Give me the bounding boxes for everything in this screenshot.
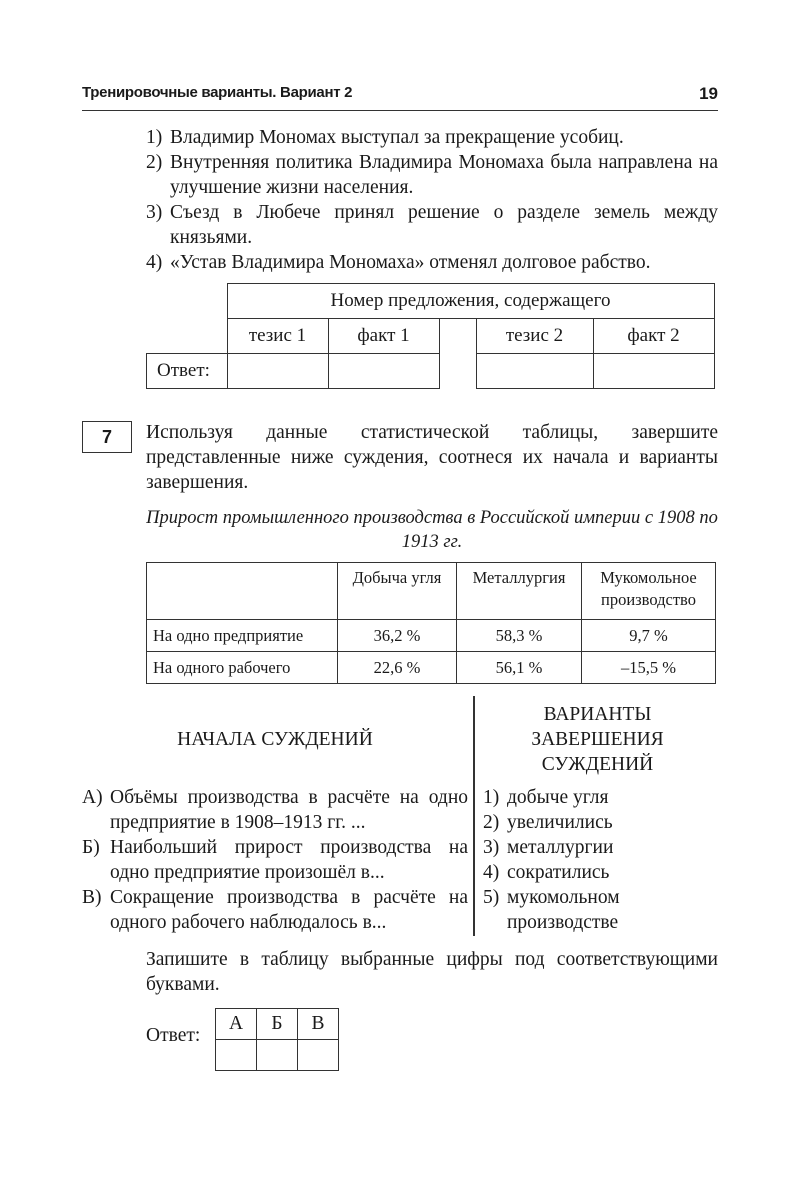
statement-item: 3) Съезд в Любече принял решение о разделе земель между князьями.	[146, 202, 718, 248]
answer-cell-v[interactable]	[298, 1040, 339, 1071]
answer-instruction: Запишите в таблицу выбранные цифры под соответствующими буквами.	[146, 949, 718, 995]
answer-cell-fact-1[interactable]	[328, 354, 439, 389]
col-thesis-1: тезис 1	[227, 319, 328, 354]
ending-item: 2) увеличились	[483, 812, 613, 833]
question-number-box: 7	[82, 421, 132, 453]
ending-item: 3) металлургии	[483, 837, 614, 858]
ending-item: 1) добыче угля	[483, 787, 609, 808]
answer-cell-a[interactable]	[216, 1040, 257, 1071]
q7-prompt: Используя данные статистической таблицы, завершите представленные ниже суждения, соотнеся их начала и варианты завершения.	[146, 422, 718, 493]
q6-answer-table	[146, 283, 715, 389]
running-header	[82, 84, 718, 111]
beginning-item: Б) Наибольший прирост производства на одно предприятие произошёл в...	[82, 837, 468, 883]
col-coal: Добыча угля	[338, 563, 457, 620]
ending-item: 5) мукомольном производстве	[483, 887, 620, 933]
beginnings-header: НАЧАЛА СУЖДЕНИЙ	[177, 729, 373, 750]
statement-item: 4) «Устав Владимира Мономаха» отменял долговое рабство.	[146, 252, 651, 273]
beginnings-list	[82, 785, 468, 935]
answer-cell-fact-2[interactable]	[593, 354, 714, 389]
col-thesis-2: тезис 2	[476, 319, 593, 354]
table-row: На одного рабочего 22,6 % 56,1 % –15,5 %	[147, 652, 716, 684]
answer-col-a: А	[216, 1009, 257, 1040]
beginning-item: В) Сокращение производства в расчёте на одного рабочего наблюдалось в...	[82, 887, 468, 933]
answer-table-caption: Номер предложения, содержащего	[227, 284, 714, 319]
column-divider	[473, 696, 475, 936]
col-metallurgy: Металлургия	[457, 563, 582, 620]
stat-table-header	[147, 563, 716, 620]
q7-answer-label: Ответ:	[146, 1025, 201, 1046]
statement-item: 1) Владимир Мономах выступал за прекращение усобиц.	[146, 127, 624, 148]
answer-label: Ответ:	[147, 354, 228, 389]
q7-answer-table	[215, 1008, 339, 1071]
answer-col-v: В	[298, 1009, 339, 1040]
running-header-title: Тренировочные варианты. Вариант 2	[82, 84, 353, 101]
col-milling: Мукомольное производство	[582, 563, 716, 620]
stat-table-title: Прирост промышленного производства в Российской империи с 1908 по 1913 гг.	[146, 508, 718, 552]
answer-cell-b[interactable]	[257, 1040, 298, 1071]
answer-cell-thesis-1[interactable]	[227, 354, 328, 389]
q6-statements	[146, 125, 718, 275]
beginning-item: А) Объёмы производства в расчёте на одно предприятие в 1908–1913 гг. ...	[82, 787, 468, 833]
answer-cell-thesis-2[interactable]	[476, 354, 593, 389]
endings-header: ВАРИАНТЫ ЗАВЕРШЕНИЯ СУЖДЕНИЙ	[531, 704, 664, 775]
ending-item: 4) сократились	[483, 862, 610, 883]
answer-col-b: Б	[257, 1009, 298, 1040]
col-fact-2: факт 2	[593, 319, 714, 354]
statistics-table	[146, 562, 716, 684]
statement-item: 2) Внутренняя политика Владимира Мономаха была направлена на улучшение жизни населения.	[146, 152, 718, 198]
col-fact-1: факт 1	[328, 319, 439, 354]
table-row: На одно предприятие 36,2 % 58,3 % 9,7 %	[147, 620, 716, 652]
page-number: 19	[699, 84, 718, 103]
endings-list	[483, 785, 719, 935]
